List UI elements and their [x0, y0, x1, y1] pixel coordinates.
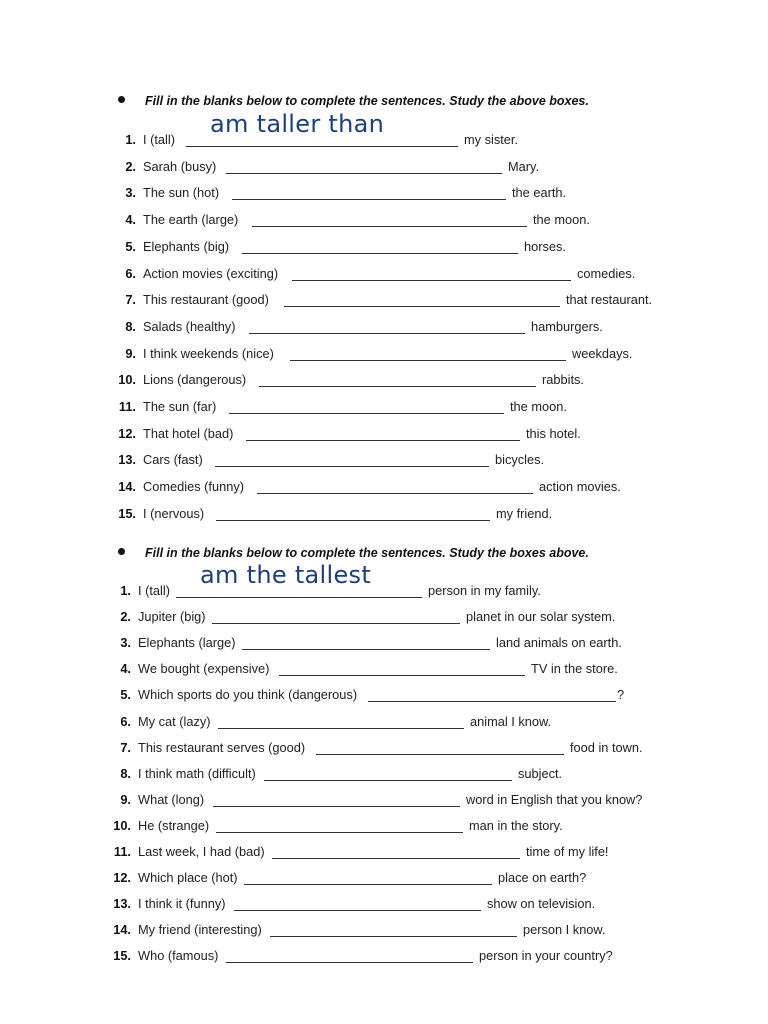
exercise-item — [120, 712, 700, 732]
item-completion: TV in the store. — [531, 661, 618, 676]
item-prompt: The sun (far) — [143, 399, 217, 414]
item-completion: this hotel. — [526, 426, 581, 441]
exercise-item — [120, 561, 700, 601]
item-prompt: The sun (hot) — [143, 185, 220, 200]
answer-blank[interactable] — [316, 738, 564, 755]
item-number: 11. — [118, 399, 136, 414]
answer-blank[interactable] — [242, 633, 490, 650]
answer-blank[interactable] — [216, 816, 463, 833]
item-prompt: Who (famous) — [138, 948, 219, 963]
item-completion: action movies. — [539, 479, 621, 494]
exercise-item — [120, 633, 700, 653]
item-number: 2. — [125, 159, 136, 174]
item-completion: man in the story. — [469, 818, 563, 833]
answer-blank[interactable] — [284, 290, 560, 307]
item-prompt: Lions (dangerous) — [143, 372, 247, 387]
exercise-item — [118, 370, 700, 390]
item-prompt: That hotel (bad) — [143, 426, 234, 441]
item-number: 9. — [125, 346, 136, 361]
exercise-item — [113, 894, 700, 914]
answer-blank[interactable] — [176, 561, 422, 598]
item-prompt: We bought (expensive) — [138, 661, 270, 676]
item-prompt: Salads (healthy) — [143, 319, 236, 334]
item-prompt: This restaurant (good) — [143, 292, 269, 307]
item-prompt: Sarah (busy) — [143, 159, 217, 174]
exercise-item — [125, 210, 700, 230]
item-number: 1. — [125, 132, 136, 147]
answer-blank[interactable] — [226, 946, 473, 963]
exercise-item — [113, 946, 700, 966]
exercise-item — [120, 738, 700, 758]
answer-blank[interactable] — [232, 183, 506, 200]
item-number: 10. — [118, 372, 136, 387]
item-prompt: Last week, I had (bad) — [138, 844, 265, 859]
item-number: 12. — [113, 870, 131, 885]
answer-blank[interactable] — [270, 920, 517, 937]
answer-blank[interactable] — [244, 868, 492, 885]
item-completion: food in town. — [570, 740, 643, 755]
item-number: 4. — [120, 661, 131, 676]
item-number: 7. — [125, 292, 136, 307]
answer-blank[interactable] — [368, 685, 616, 702]
exercise-item — [120, 790, 700, 810]
exercise-item — [113, 920, 700, 940]
section-heading — [118, 94, 589, 108]
exercise-item — [125, 317, 700, 337]
item-prompt: Cars (fast) — [143, 452, 203, 467]
item-completion: the moon. — [510, 399, 567, 414]
answer-blank[interactable] — [272, 842, 520, 859]
handwritten-answer: am taller than — [210, 110, 385, 138]
item-number: 11. — [113, 844, 131, 859]
section-heading — [118, 546, 589, 560]
item-completion: comedies. — [577, 266, 636, 281]
answer-blank[interactable] — [246, 424, 520, 441]
item-number: 5. — [120, 687, 131, 702]
exercise-item — [118, 477, 700, 497]
item-completion: time of my life! — [526, 844, 609, 859]
item-prompt: My cat (lazy) — [138, 714, 211, 729]
item-completion: person in your country? — [479, 948, 613, 963]
answer-blank[interactable] — [290, 344, 566, 361]
item-number: 1. — [120, 583, 131, 598]
answer-blank[interactable] — [212, 607, 460, 624]
exercise-item — [118, 424, 700, 444]
item-completion: rabbits. — [542, 372, 584, 387]
item-prompt: Which place (hot) — [138, 870, 238, 885]
item-number: 7. — [120, 740, 131, 755]
section-heading-text: Fill in the blanks below to complete the sentences. Study the above boxes. — [145, 94, 589, 108]
item-number: 8. — [125, 319, 136, 334]
item-completion: word in English that you know? — [466, 792, 643, 807]
item-completion: person I know. — [523, 922, 606, 937]
item-completion: weekdays. — [572, 346, 633, 361]
answer-blank[interactable] — [218, 712, 464, 729]
answer-blank[interactable] — [213, 790, 460, 807]
item-number: 3. — [125, 185, 136, 200]
exercise-item — [120, 659, 700, 679]
item-completion: place on earth? — [498, 870, 587, 885]
item-prompt: This restaurant serves (good) — [138, 740, 306, 755]
item-completion: person in my family. — [428, 583, 541, 598]
item-prompt: He (strange) — [138, 818, 210, 833]
exercise-item — [120, 685, 700, 705]
answer-blank[interactable] — [249, 317, 525, 334]
section-heading-text: Fill in the blanks below to complete the sentences. Study the boxes above. — [145, 546, 589, 560]
item-completion: show on television. — [487, 896, 596, 911]
exercise-item — [113, 868, 700, 888]
item-number: 4. — [125, 212, 136, 227]
item-number: 13. — [118, 452, 136, 467]
item-completion: the earth. — [512, 185, 567, 200]
item-completion: hamburgers. — [531, 319, 603, 334]
item-completion: Mary. — [508, 159, 540, 174]
item-completion: the moon. — [533, 212, 590, 227]
item-completion: horses. — [524, 239, 566, 254]
item-completion: that restaurant. — [566, 292, 653, 307]
exercise-item — [125, 183, 700, 203]
answer-blank[interactable] — [259, 370, 536, 387]
answer-blank[interactable] — [216, 504, 490, 521]
item-completion: subject. — [518, 766, 563, 781]
item-number: 9. — [120, 792, 131, 807]
item-number: 12. — [118, 426, 136, 441]
answer-blank[interactable] — [264, 764, 512, 781]
item-number: 14. — [118, 479, 136, 494]
answer-blank[interactable] — [279, 659, 525, 676]
answer-blank[interactable] — [215, 450, 489, 467]
exercise-item — [118, 397, 700, 417]
item-number: 5. — [125, 239, 136, 254]
item-prompt: What (long) — [138, 792, 205, 807]
answer-blank[interactable] — [186, 110, 458, 147]
item-prompt: I think math (difficult) — [138, 766, 256, 781]
bullet-icon — [118, 96, 125, 103]
item-completion: my sister. — [464, 132, 519, 147]
item-number: 2. — [120, 609, 131, 624]
exercise-item — [113, 842, 700, 862]
item-completion: planet in our solar system. — [466, 609, 616, 624]
item-prompt: Comedies (funny) — [143, 479, 244, 494]
handwritten-answer: am the tallest — [200, 561, 372, 589]
item-completion: ? — [617, 687, 625, 702]
exercise-item — [120, 607, 700, 627]
exercise-item — [113, 816, 700, 836]
exercise-item — [125, 110, 700, 150]
answer-blank[interactable] — [229, 397, 504, 414]
item-number: 3. — [120, 635, 131, 650]
exercise-item — [125, 344, 700, 364]
answer-blank[interactable] — [234, 894, 481, 911]
item-number: 8. — [120, 766, 131, 781]
item-number: 10. — [113, 818, 131, 833]
item-number: 15. — [113, 948, 131, 963]
item-prompt: Elephants (large) — [138, 635, 236, 650]
answer-blank[interactable] — [226, 157, 502, 174]
item-number: 6. — [125, 266, 136, 281]
item-prompt: I (tall) — [143, 132, 175, 147]
item-prompt: Elephants (big) — [143, 239, 230, 254]
item-prompt: Jupiter (big) — [138, 609, 206, 624]
answer-blank[interactable] — [252, 210, 527, 227]
item-completion: animal I know. — [470, 714, 552, 729]
exercise-item — [125, 264, 700, 284]
item-prompt: I (nervous) — [143, 506, 205, 521]
item-number: 15. — [118, 506, 136, 521]
answer-blank[interactable] — [242, 237, 518, 254]
exercise-item — [125, 237, 700, 257]
exercise-item — [120, 764, 700, 784]
item-prompt: I (tall) — [138, 583, 170, 598]
exercise-item — [118, 504, 700, 524]
exercise-item — [125, 290, 700, 310]
exercise-item — [125, 157, 700, 177]
item-prompt: I think weekends (nice) — [143, 346, 274, 361]
item-completion: land animals on earth. — [496, 635, 622, 650]
item-prompt: The earth (large) — [143, 212, 239, 227]
item-prompt: My friend (interesting) — [138, 922, 262, 937]
item-completion: bicycles. — [495, 452, 545, 467]
item-prompt: Which sports do you think (dangerous) — [138, 687, 358, 702]
answer-blank[interactable] — [257, 477, 533, 494]
item-prompt: I think it (funny) — [138, 896, 226, 911]
item-prompt: Action movies (exciting) — [143, 266, 279, 281]
item-completion: my friend. — [496, 506, 553, 521]
item-number: 6. — [120, 714, 131, 729]
exercise-item — [118, 450, 700, 470]
item-number: 13. — [113, 896, 131, 911]
bullet-icon — [118, 548, 125, 555]
item-number: 14. — [113, 922, 131, 937]
answer-blank[interactable] — [292, 264, 571, 281]
